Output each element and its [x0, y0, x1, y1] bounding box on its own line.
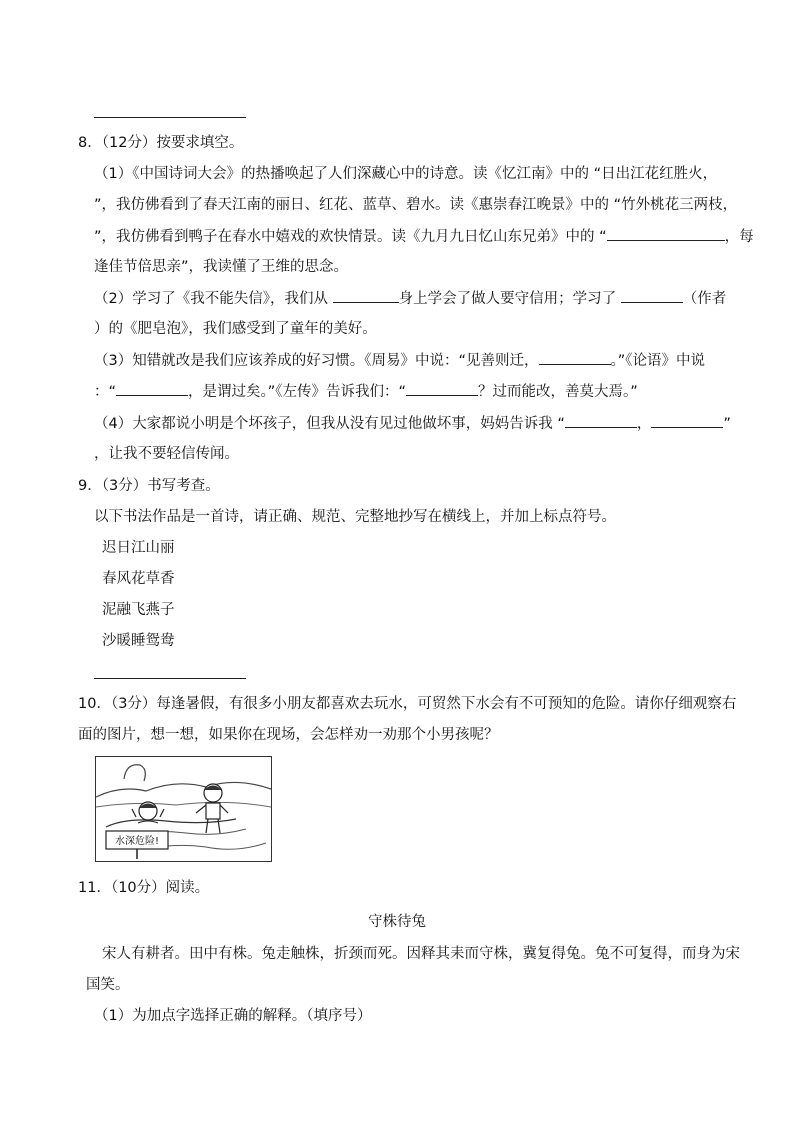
- q8-part2-text-b: 身上学会了做人要守信用；学习了: [398, 291, 617, 307]
- q8-part1-line3: [94, 226, 754, 247]
- poem-line: 沙暖睡鸳鸯: [102, 633, 175, 649]
- q8-part1-line2: ”，我仿佛看到了春天江南的丽日、红花、蓝草、碧水。读《惠崇春江晚景》中的 “竹外桃花三两枝，: [94, 197, 738, 213]
- q8-part1-line3-tail: ，每: [724, 229, 754, 245]
- drowning-warning-illustration: [95, 756, 272, 862]
- fill-blank[interactable]: [539, 350, 611, 365]
- fill-blank[interactable]: [333, 288, 399, 303]
- q8-part2-text-a: （2）学习了《我不能失信》，我们从: [94, 291, 328, 307]
- warning-sign-text: 水深危险!: [114, 836, 160, 847]
- q8-part2-text-c: （作者: [682, 291, 727, 307]
- q8-part4-line2: ，让我不要轻信传闻。: [94, 446, 239, 462]
- q8-part4-line1: [94, 413, 731, 434]
- question-9-heading: 9．（3分）书写考查。: [78, 478, 220, 494]
- answer-line[interactable]: [94, 678, 246, 679]
- fill-blank[interactable]: [621, 288, 683, 303]
- fill-blank[interactable]: [116, 381, 188, 396]
- q8-part4-text-a: （4）大家都说小明是个坏孩子，但我从没有见过他做坏事，妈妈告诉我 “: [94, 416, 565, 432]
- q8-part1-line3-text: ”，我仿佛看到鸭子在春水中嬉戏的欢快情景。读《九月九日忆山东兄弟》中的 “: [94, 229, 607, 245]
- question-11-heading: 11．（10分）阅读。: [78, 880, 210, 896]
- q8-part3-text-d: ，是谓过矣。”《左传》告诉我们：“: [188, 384, 407, 400]
- q8-part3-text-a: （3）知错就改是我们应该养成的好习惯。《周易》中说：“见善则迁，: [94, 353, 539, 369]
- q8-part3-line2: [94, 381, 638, 402]
- question-10-line2: 面的图片，想一想，如果你在现场，会怎样劝一劝那个小男孩呢？: [78, 727, 499, 743]
- passage-title: 守株待兔: [368, 914, 426, 930]
- q8-part2-line1: [94, 288, 726, 309]
- q8-part3-text-b: 。”《论语》中说: [610, 353, 706, 369]
- poem-line: 泥融飞燕子: [102, 602, 175, 618]
- q8-part4-text-c: ”: [723, 416, 731, 432]
- poem-line: 春风花草香: [102, 571, 175, 587]
- q8-part3-text-e: ？过而能改，善莫大焉。”: [478, 384, 638, 400]
- poem-line: 迟日江山丽: [102, 540, 175, 556]
- q8-part3-text-c: ：“: [94, 384, 117, 400]
- fill-blank[interactable]: [565, 413, 637, 428]
- passage-line: 国笑。: [86, 977, 130, 993]
- passage-line: 宋人有耕者。田中有株。兔走触株，折颈而死。因释其耒而守株，冀复得兔。兔不可复得，而身为宋: [102, 946, 740, 962]
- fill-blank[interactable]: [607, 226, 725, 241]
- q8-part2-line2: ）的《肥皂泡》，我们感受到了童年的美好。: [94, 321, 377, 337]
- answer-line: [94, 117, 246, 118]
- illustration-svg: [96, 757, 271, 861]
- question-10-heading: 10．（3分）每逢暑假，有很多小朋友都喜欢去玩水，可贸然下水会有不可预知的危险。请你仔细观察右: [78, 696, 737, 712]
- q8-part4-text-b: ，: [636, 416, 652, 432]
- q9-instruction: 以下书法作品是一首诗，请正确、规范、完整地抄写在横线上，并加上标点符号。: [94, 509, 616, 525]
- q8-part1-line4: 逢佳节倍思亲”，我读懂了王维的思念。: [94, 259, 349, 275]
- q8-part1-line1: （1）《中国诗词大会》的热播唤起了人们深藏心中的诗意。读《忆江南》中的 “日出江花红胜火，: [94, 166, 718, 182]
- question-8-heading: 8．（12分）按要求填空。: [78, 135, 244, 151]
- fill-blank[interactable]: [406, 381, 478, 396]
- fill-blank[interactable]: [651, 413, 723, 428]
- q8-part3-line1: [94, 350, 705, 371]
- q11-subquestion-1: （1）为加点字选择正确的解释。（填序号）: [94, 1008, 372, 1024]
